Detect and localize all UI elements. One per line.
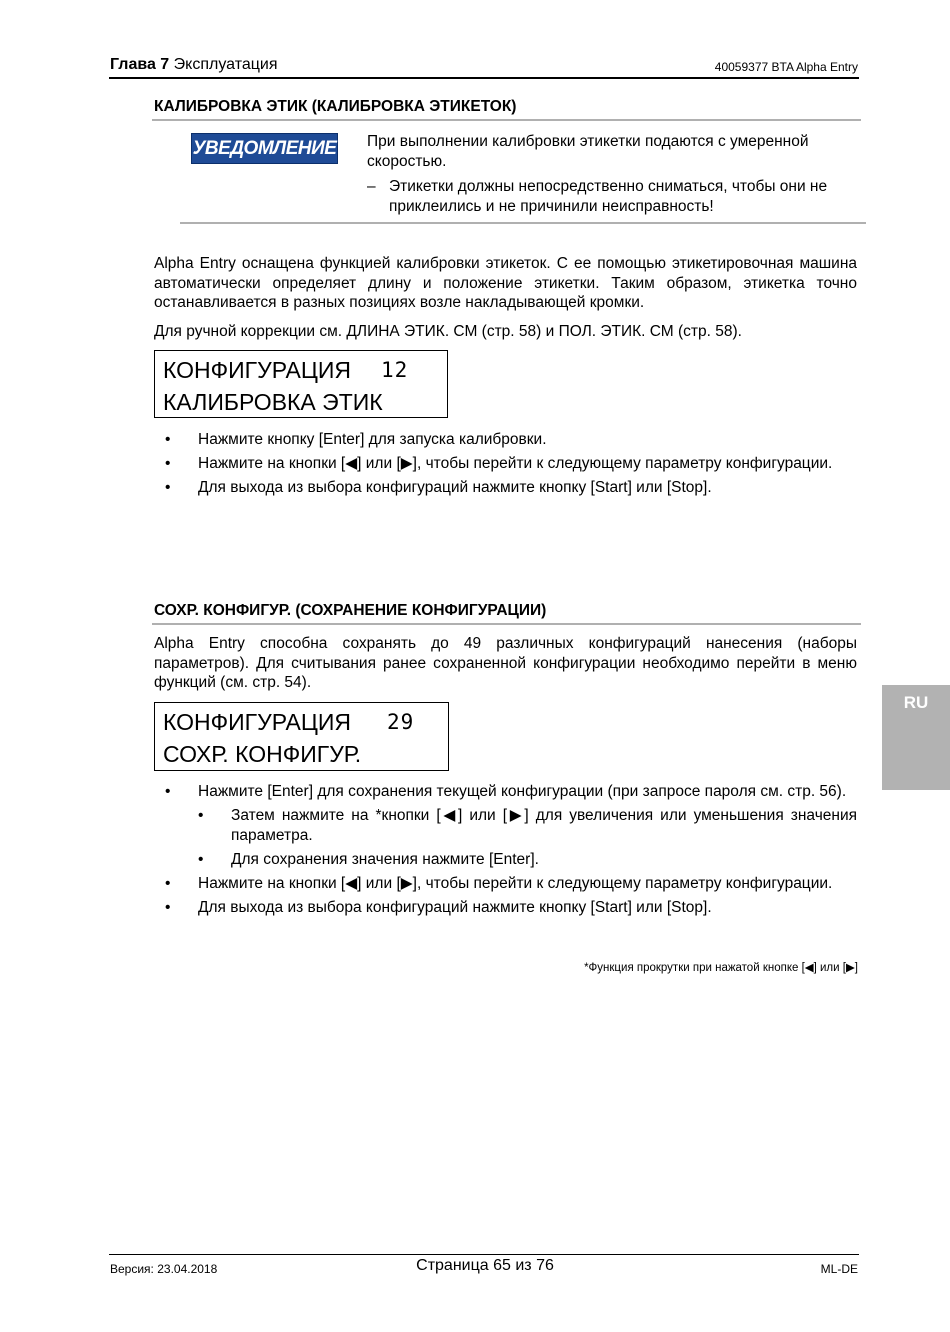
- list-item-text: Для сохранения значения нажмите [Enter].: [231, 850, 539, 868]
- list-item-text: Нажмите [Enter] для сохранения текущей конфигурации (при запросе пароля см. стр. 56).: [198, 783, 847, 800]
- header-doc-id: 40059377 BTA Alpha Entry: [714, 60, 858, 74]
- list-item: [165, 874, 857, 894]
- list-item: [165, 898, 857, 918]
- chapter-label: Глава 7: [110, 56, 170, 73]
- list-item-text: Нажмите кнопку [Enter] для запуска калибровки.: [198, 431, 547, 448]
- footer-page-number: Страница 65 из 76: [416, 1257, 554, 1274]
- bullet-dot: •: [165, 898, 171, 916]
- lcd-line1: КОНФИГУРАЦИЯ: [163, 709, 352, 735]
- list-item: [165, 782, 857, 802]
- list-item: [165, 478, 857, 498]
- intro-paragraph: Alpha Entry оснащена функцией калибровки этикеток. С ее помощью этикетировочная машина автоматически определяет длину и положение этикетки. Таким образом, этикетка точно останавливается в разных позициях возле накладывающей кромки.: [154, 255, 857, 311]
- lcd-line2: КАЛИБРОВКА ЭТИК: [163, 389, 383, 415]
- bullet-dot: •: [165, 479, 171, 496]
- header-rule: [109, 77, 859, 79]
- correction-paragraph: Для ручной коррекции см. ДЛИНА ЭТИК. СМ (стр. 58) и ПОЛ. ЭТИК. СМ (стр. 58).: [154, 323, 742, 340]
- list-item-text: Нажмите на кнопки [◀] или [▶], чтобы перейти к следующему параметру конфигурации.: [198, 874, 833, 892]
- notice-text: При выполнении калибровки этикетки подаются с умеренной скоростью.: [367, 133, 809, 170]
- save-config-paragraph: Alpha Entry способна сохранять до 49 различных конфигураций нанесения (наборы параметров). Для считывания ранее сохраненной конфигурации необходимо перейти в меню функций (см. стр. 54).: [154, 635, 857, 691]
- bullet-dot: •: [165, 874, 171, 892]
- footnote: *Функция прокрутки при нажатой кнопке [◀] или [▶]: [584, 962, 858, 974]
- language-tab-ru: RU: [882, 685, 950, 790]
- list-item-text: Для выхода из выбора конфигураций нажмите кнопку [Start] или [Stop].: [198, 479, 712, 496]
- list-item: [165, 454, 857, 474]
- bullet-list-calibration: [165, 430, 857, 502]
- notice-rule: [180, 222, 866, 224]
- lcd-number: 12: [381, 358, 409, 382]
- footer-version: Версия: 23.04.2018: [110, 1262, 218, 1276]
- list-item-text: Нажмите на кнопки [◀] или [▶], чтобы перейти к следующему параметру конфигурации.: [198, 455, 833, 472]
- list-item-text: Затем нажмите на *кнопки [◀] или [▶] для увеличения или уменьшения значения параметра.: [231, 807, 857, 844]
- header-chapter: [110, 56, 278, 74]
- bullet-dot: •: [198, 850, 204, 868]
- list-item: [165, 430, 857, 450]
- section-title-save-config: СОХР. КОНФИГУР. (СОХРАНЕНИЕ КОНФИГУРАЦИИ): [154, 602, 547, 619]
- list-item-text: Для выхода из выбора конфигураций нажмите кнопку [Start] или [Stop].: [198, 898, 712, 916]
- bullet-dot: •: [165, 455, 171, 472]
- list-item: [165, 850, 857, 870]
- section-rule: [152, 119, 861, 121]
- bullet-list-save-config: [165, 782, 857, 922]
- section-title-calibration: КАЛИБРОВКА ЭТИК (КАЛИБРОВКА ЭТИКЕТОК): [154, 98, 517, 115]
- dash-symbol: –: [367, 178, 376, 195]
- bullet-dot: •: [198, 807, 204, 824]
- lcd-line1: КОНФИГУРАЦИЯ: [163, 357, 352, 383]
- chapter-title: Эксплуатация: [173, 56, 278, 73]
- section-rule: [152, 623, 861, 625]
- lcd-display-calibration: [154, 350, 448, 418]
- footer-rule: [109, 1254, 859, 1255]
- bullet-dot: •: [165, 783, 171, 800]
- lcd-line2: СОХР. КОНФИГУР.: [163, 741, 362, 767]
- notice-dash-text: Этикетки должны непосредственно сниматься, чтобы они не приклеились и не причинили неисправность!: [389, 178, 828, 215]
- list-item: [165, 806, 857, 845]
- notice-dash-item: [367, 177, 859, 217]
- notice-badge: УВЕДОМЛЕНИЕ: [191, 133, 338, 164]
- lcd-display-save-config: [154, 702, 449, 771]
- lcd-number: 29: [387, 710, 415, 734]
- footer-code: ML-DE: [820, 1262, 858, 1276]
- bullet-dot: •: [165, 431, 171, 448]
